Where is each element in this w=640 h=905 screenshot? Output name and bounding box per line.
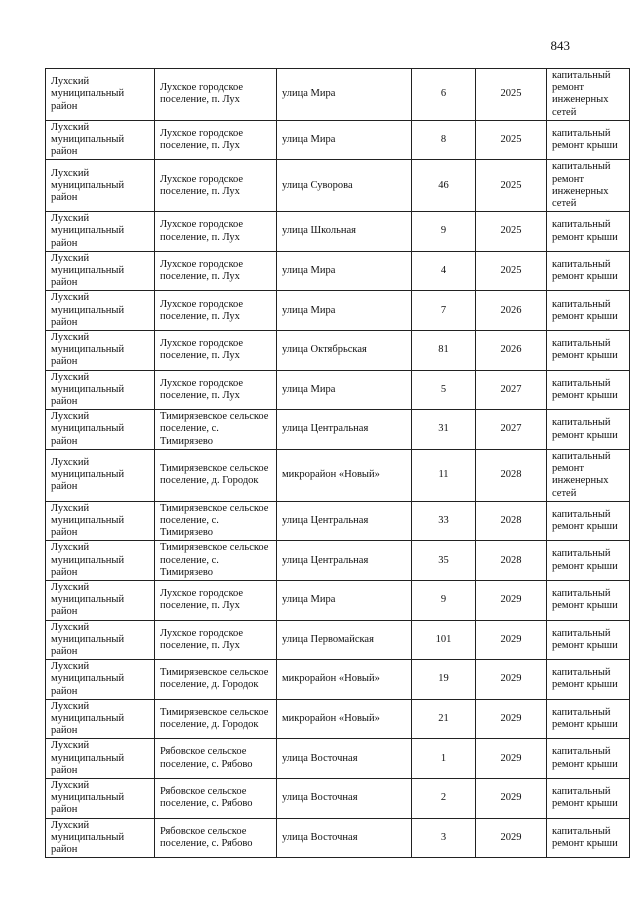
work-type-cell: капитальный ремонт крыши	[547, 291, 630, 331]
district-cell: Лухский муниципальный район	[46, 410, 155, 450]
settlement-cell: Лухское городское поселение, п. Лух	[155, 251, 277, 291]
house-number-cell: 2	[412, 778, 476, 818]
settlement-cell: Тимирязевское сельское поселение, с. Тимирязево	[155, 541, 277, 581]
settlement-cell: Лухское городское поселение, п. Лух	[155, 69, 277, 121]
street-cell: улица Школьная	[277, 212, 412, 252]
settlement-cell: Тимирязевское сельское поселение, д. Городок	[155, 449, 277, 501]
table-row	[46, 370, 630, 410]
table-row	[46, 331, 630, 371]
house-number-cell: 8	[412, 120, 476, 160]
work-type-cell: капитальный ремонт крыши	[547, 541, 630, 581]
year-cell: 2029	[476, 739, 547, 779]
table-row	[46, 699, 630, 739]
house-number-cell: 21	[412, 699, 476, 739]
settlement-cell: Лухское городское поселение, п. Лух	[155, 331, 277, 371]
street-cell: улица Мира	[277, 291, 412, 331]
street-cell: улица Центральная	[277, 410, 412, 450]
house-number-cell: 81	[412, 331, 476, 371]
table-row	[46, 251, 630, 291]
table-row	[46, 410, 630, 450]
table-row	[46, 620, 630, 660]
settlement-cell: Лухское городское поселение, п. Лух	[155, 620, 277, 660]
district-cell: Лухский муниципальный район	[46, 160, 155, 212]
street-cell: микрорайон «Новый»	[277, 699, 412, 739]
street-cell: улица Мира	[277, 251, 412, 291]
district-cell: Лухский муниципальный район	[46, 501, 155, 541]
settlement-cell: Тимирязевское сельское поселение, д. Городок	[155, 660, 277, 700]
settlement-cell: Рябовское сельское поселение, с. Рябово	[155, 778, 277, 818]
settlement-cell: Лухское городское поселение, п. Лух	[155, 160, 277, 212]
district-cell: Лухский муниципальный район	[46, 580, 155, 620]
work-type-cell: капитальный ремонт крыши	[547, 251, 630, 291]
year-cell: 2027	[476, 370, 547, 410]
table-row	[46, 291, 630, 331]
year-cell: 2029	[476, 778, 547, 818]
district-cell: Лухский муниципальный район	[46, 251, 155, 291]
settlement-cell: Рябовское сельское поселение, с. Рябово	[155, 818, 277, 858]
house-number-cell: 101	[412, 620, 476, 660]
street-cell: улица Восточная	[277, 818, 412, 858]
year-cell: 2029	[476, 580, 547, 620]
work-type-cell: капитальный ремонт крыши	[547, 410, 630, 450]
district-cell: Лухский муниципальный район	[46, 620, 155, 660]
table-row	[46, 212, 630, 252]
year-cell: 2028	[476, 501, 547, 541]
street-cell: микрорайон «Новый»	[277, 449, 412, 501]
settlement-cell: Тимирязевское сельское поселение, д. Городок	[155, 699, 277, 739]
work-type-cell: капитальный ремонт инженерных сетей	[547, 69, 630, 121]
district-cell: Лухский муниципальный район	[46, 660, 155, 700]
street-cell: улица Суворова	[277, 160, 412, 212]
table-body	[46, 69, 630, 858]
house-number-cell: 35	[412, 541, 476, 581]
table-row	[46, 818, 630, 858]
work-type-cell: капитальный ремонт крыши	[547, 120, 630, 160]
work-type-cell: капитальный ремонт крыши	[547, 580, 630, 620]
district-cell: Лухский муниципальный район	[46, 331, 155, 371]
table-row	[46, 739, 630, 779]
settlement-cell: Лухское городское поселение, п. Лух	[155, 580, 277, 620]
table-row	[46, 69, 630, 121]
work-type-cell: капитальный ремонт крыши	[547, 778, 630, 818]
settlement-cell: Тимирязевское сельское поселение, с. Тимирязево	[155, 410, 277, 450]
settlement-cell: Лухское городское поселение, п. Лух	[155, 291, 277, 331]
district-cell: Лухский муниципальный район	[46, 291, 155, 331]
district-cell: Лухский муниципальный район	[46, 370, 155, 410]
work-type-cell: капитальный ремонт крыши	[547, 212, 630, 252]
house-number-cell: 1	[412, 739, 476, 779]
street-cell: улица Мира	[277, 370, 412, 410]
district-cell: Лухский муниципальный район	[46, 541, 155, 581]
housing-repair-table	[45, 68, 630, 858]
house-number-cell: 5	[412, 370, 476, 410]
district-cell: Лухский муниципальный район	[46, 69, 155, 121]
year-cell: 2025	[476, 160, 547, 212]
district-cell: Лухский муниципальный район	[46, 778, 155, 818]
district-cell: Лухский муниципальный район	[46, 449, 155, 501]
table-row	[46, 660, 630, 700]
year-cell: 2025	[476, 212, 547, 252]
year-cell: 2026	[476, 291, 547, 331]
work-type-cell: капитальный ремонт крыши	[547, 739, 630, 779]
table-row	[46, 449, 630, 501]
year-cell: 2029	[476, 660, 547, 700]
work-type-cell: капитальный ремонт инженерных сетей	[547, 449, 630, 501]
year-cell: 2025	[476, 120, 547, 160]
table-row	[46, 541, 630, 581]
street-cell: улица Мира	[277, 120, 412, 160]
street-cell: улица Мира	[277, 580, 412, 620]
table-row	[46, 120, 630, 160]
house-number-cell: 7	[412, 291, 476, 331]
work-type-cell: капитальный ремонт крыши	[547, 699, 630, 739]
year-cell: 2026	[476, 331, 547, 371]
work-type-cell: капитальный ремонт крыши	[547, 331, 630, 371]
house-number-cell: 3	[412, 818, 476, 858]
district-cell: Лухский муниципальный район	[46, 739, 155, 779]
street-cell: микрорайон «Новый»	[277, 660, 412, 700]
district-cell: Лухский муниципальный район	[46, 212, 155, 252]
work-type-cell: капитальный ремонт инженерных сетей	[547, 160, 630, 212]
house-number-cell: 9	[412, 580, 476, 620]
street-cell: улица Первомайская	[277, 620, 412, 660]
table-row	[46, 778, 630, 818]
house-number-cell: 33	[412, 501, 476, 541]
work-type-cell: капитальный ремонт крыши	[547, 620, 630, 660]
street-cell: улица Мира	[277, 69, 412, 121]
settlement-cell: Лухское городское поселение, п. Лух	[155, 212, 277, 252]
year-cell: 2025	[476, 69, 547, 121]
page-number: 843	[550, 38, 570, 53]
work-type-cell: капитальный ремонт крыши	[547, 501, 630, 541]
street-cell: улица Восточная	[277, 778, 412, 818]
work-type-cell: капитальный ремонт крыши	[547, 660, 630, 700]
year-cell: 2029	[476, 699, 547, 739]
house-number-cell: 9	[412, 212, 476, 252]
street-cell: улица Центральная	[277, 501, 412, 541]
house-number-cell: 6	[412, 69, 476, 121]
settlement-cell: Тимирязевское сельское поселение, с. Тимирязево	[155, 501, 277, 541]
house-number-cell: 31	[412, 410, 476, 450]
street-cell: улица Восточная	[277, 739, 412, 779]
settlement-cell: Рябовское сельское поселение, с. Рябово	[155, 739, 277, 779]
house-number-cell: 19	[412, 660, 476, 700]
street-cell: улица Октябрьская	[277, 331, 412, 371]
house-number-cell: 4	[412, 251, 476, 291]
year-cell: 2028	[476, 541, 547, 581]
district-cell: Лухский муниципальный район	[46, 818, 155, 858]
settlement-cell: Лухское городское поселение, п. Лух	[155, 120, 277, 160]
year-cell: 2029	[476, 818, 547, 858]
house-number-cell: 11	[412, 449, 476, 501]
settlement-cell: Лухское городское поселение, п. Лух	[155, 370, 277, 410]
street-cell: улица Центральная	[277, 541, 412, 581]
year-cell: 2027	[476, 410, 547, 450]
house-number-cell: 46	[412, 160, 476, 212]
work-type-cell: капитальный ремонт крыши	[547, 370, 630, 410]
district-cell: Лухский муниципальный район	[46, 699, 155, 739]
table-row	[46, 580, 630, 620]
year-cell: 2029	[476, 620, 547, 660]
district-cell: Лухский муниципальный район	[46, 120, 155, 160]
year-cell: 2025	[476, 251, 547, 291]
table-row	[46, 160, 630, 212]
work-type-cell: капитальный ремонт крыши	[547, 818, 630, 858]
year-cell: 2028	[476, 449, 547, 501]
table-row	[46, 501, 630, 541]
